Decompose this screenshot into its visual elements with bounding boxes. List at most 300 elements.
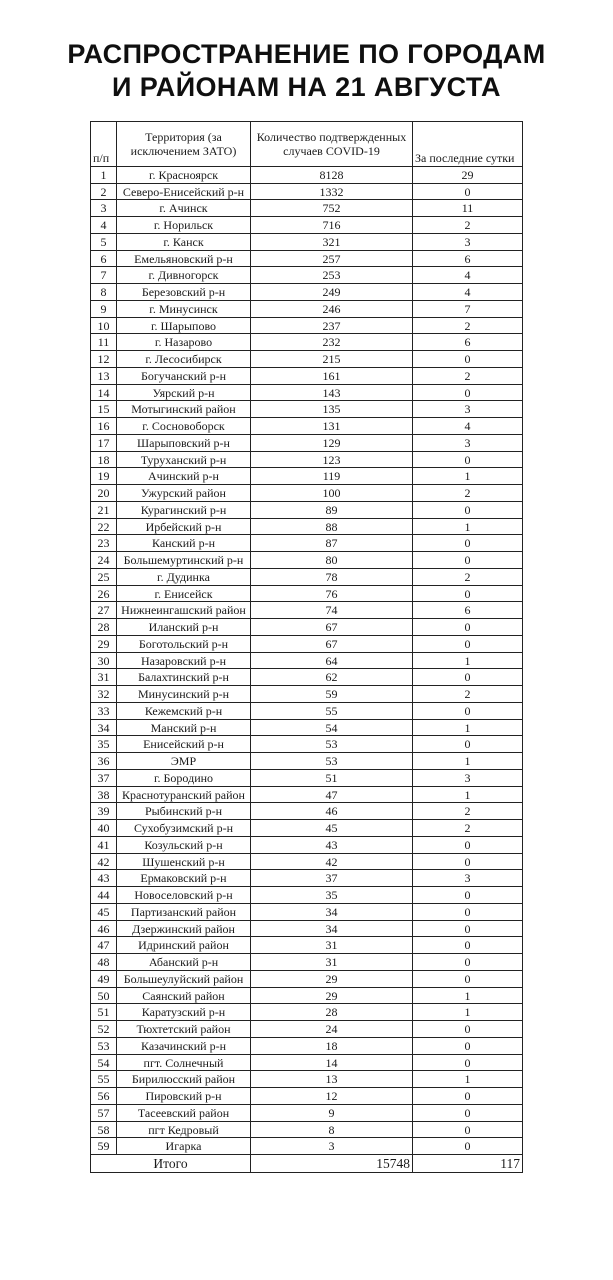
- daily-cell: 2: [413, 820, 523, 837]
- daily-cell: 0: [413, 970, 523, 987]
- cases-cell: 46: [251, 803, 413, 820]
- cases-cell: 8: [251, 1121, 413, 1138]
- cases-cell: 237: [251, 317, 413, 334]
- daily-cell: 0: [413, 619, 523, 636]
- title-line-1: РАСПРОСТРАНЕНИЕ ПО ГОРОДАМ: [67, 39, 546, 69]
- table-row: [91, 652, 523, 669]
- daily-cell: 3: [413, 870, 523, 887]
- header-num: п/п: [91, 121, 117, 166]
- table-row: [91, 300, 523, 317]
- cases-cell: 9: [251, 1104, 413, 1121]
- row-number-cell: 59: [91, 1138, 117, 1155]
- table-row: [91, 937, 523, 954]
- daily-cell: 6: [413, 334, 523, 351]
- row-number-cell: 20: [91, 485, 117, 502]
- cases-cell: 29: [251, 970, 413, 987]
- territory-cell: Енисейский р-н: [117, 736, 251, 753]
- row-number-cell: 34: [91, 719, 117, 736]
- table-row: [91, 903, 523, 920]
- row-number-cell: 26: [91, 585, 117, 602]
- table-row: [91, 166, 523, 183]
- row-number-cell: 31: [91, 669, 117, 686]
- territory-cell: г. Лесосибирск: [117, 351, 251, 368]
- cases-cell: 28: [251, 1004, 413, 1021]
- daily-cell: 2: [413, 568, 523, 585]
- territory-cell: Кежемский р-н: [117, 702, 251, 719]
- table-row: [91, 418, 523, 435]
- row-number-cell: 18: [91, 451, 117, 468]
- cases-cell: 1332: [251, 183, 413, 200]
- table-row: [91, 233, 523, 250]
- daily-cell: 0: [413, 535, 523, 552]
- daily-cell: 0: [413, 635, 523, 652]
- row-number-cell: 36: [91, 753, 117, 770]
- table-row: [91, 401, 523, 418]
- territory-cell: пгт Кедровый: [117, 1121, 251, 1138]
- table-row: [91, 853, 523, 870]
- cases-cell: 100: [251, 485, 413, 502]
- daily-cell: 1: [413, 786, 523, 803]
- row-number-cell: 14: [91, 384, 117, 401]
- territory-cell: Богучанский р-н: [117, 367, 251, 384]
- territory-cell: Каратузский р-н: [117, 1004, 251, 1021]
- row-number-cell: 35: [91, 736, 117, 753]
- daily-cell: 0: [413, 1037, 523, 1054]
- cases-cell: 34: [251, 920, 413, 937]
- cases-cell: 321: [251, 233, 413, 250]
- table-row: [91, 1054, 523, 1071]
- table-row: [91, 736, 523, 753]
- table-row: [91, 753, 523, 770]
- daily-cell: 0: [413, 183, 523, 200]
- cases-cell: 74: [251, 602, 413, 619]
- territory-cell: Канский р-н: [117, 535, 251, 552]
- territory-cell: Тюхтетский район: [117, 1021, 251, 1038]
- cases-cell: 14: [251, 1054, 413, 1071]
- table-row: [91, 1121, 523, 1138]
- daily-cell: 0: [413, 1104, 523, 1121]
- daily-cell: 2: [413, 317, 523, 334]
- cases-cell: 47: [251, 786, 413, 803]
- row-number-cell: 58: [91, 1121, 117, 1138]
- table-row: [91, 769, 523, 786]
- table-row: [91, 836, 523, 853]
- row-number-cell: 3: [91, 200, 117, 217]
- cases-cell: 29: [251, 987, 413, 1004]
- daily-cell: 0: [413, 585, 523, 602]
- cases-cell: 135: [251, 401, 413, 418]
- row-number-cell: 29: [91, 635, 117, 652]
- territory-cell: Ирбейский р-н: [117, 518, 251, 535]
- table-row: [91, 820, 523, 837]
- cases-cell: 3: [251, 1138, 413, 1155]
- territory-cell: Северо-Енисейский р-н: [117, 183, 251, 200]
- daily-cell: 0: [413, 552, 523, 569]
- cases-cell: 8128: [251, 166, 413, 183]
- row-number-cell: 41: [91, 836, 117, 853]
- row-number-cell: 38: [91, 786, 117, 803]
- cases-cell: 37: [251, 870, 413, 887]
- territory-cell: Большеулуйский район: [117, 970, 251, 987]
- territory-cell: Рыбинский р-н: [117, 803, 251, 820]
- daily-cell: 0: [413, 1021, 523, 1038]
- row-number-cell: 53: [91, 1037, 117, 1054]
- daily-cell: 0: [413, 1088, 523, 1105]
- daily-cell: 0: [413, 669, 523, 686]
- row-number-cell: 25: [91, 568, 117, 585]
- table-row: [91, 669, 523, 686]
- table-row: [91, 870, 523, 887]
- daily-cell: 4: [413, 418, 523, 435]
- territory-cell: Дзержинский район: [117, 920, 251, 937]
- cases-cell: 67: [251, 619, 413, 636]
- daily-cell: 0: [413, 351, 523, 368]
- daily-cell: 0: [413, 836, 523, 853]
- row-number-cell: 27: [91, 602, 117, 619]
- table-row: [91, 920, 523, 937]
- territory-cell: Шушенский р-н: [117, 853, 251, 870]
- daily-cell: 0: [413, 954, 523, 971]
- daily-cell: 1: [413, 468, 523, 485]
- cases-cell: 43: [251, 836, 413, 853]
- daily-cell: 3: [413, 434, 523, 451]
- row-number-cell: 45: [91, 903, 117, 920]
- daily-cell: 1: [413, 652, 523, 669]
- daily-cell: 4: [413, 267, 523, 284]
- cases-cell: 253: [251, 267, 413, 284]
- territory-cell: Краснотуранский район: [117, 786, 251, 803]
- row-number-cell: 11: [91, 334, 117, 351]
- territory-cell: Ачинский р-н: [117, 468, 251, 485]
- territory-cell: Партизанский район: [117, 903, 251, 920]
- territory-cell: ЭМР: [117, 753, 251, 770]
- row-number-cell: 23: [91, 535, 117, 552]
- table-row: [91, 602, 523, 619]
- cases-cell: 131: [251, 418, 413, 435]
- territory-cell: Минусинский р-н: [117, 686, 251, 703]
- table-row: [91, 786, 523, 803]
- territory-cell: Назаровский р-н: [117, 652, 251, 669]
- territory-cell: г. Назарово: [117, 334, 251, 351]
- row-number-cell: 4: [91, 217, 117, 234]
- table-row: [91, 987, 523, 1004]
- row-number-cell: 56: [91, 1088, 117, 1105]
- title-line-2: И РАЙОНАМ НА 21 АВГУСТА: [112, 71, 501, 102]
- row-number-cell: 7: [91, 267, 117, 284]
- daily-cell: 0: [413, 853, 523, 870]
- territory-cell: Ермаковский р-н: [117, 870, 251, 887]
- table-row: [91, 970, 523, 987]
- cases-cell: 51: [251, 769, 413, 786]
- row-number-cell: 40: [91, 820, 117, 837]
- row-number-cell: 17: [91, 434, 117, 451]
- row-number-cell: 51: [91, 1004, 117, 1021]
- row-number-cell: 32: [91, 686, 117, 703]
- territory-cell: пгт. Солнечный: [117, 1054, 251, 1071]
- daily-cell: 0: [413, 1054, 523, 1071]
- cases-cell: 249: [251, 284, 413, 301]
- territory-cell: г. Енисейск: [117, 585, 251, 602]
- cases-cell: 257: [251, 250, 413, 267]
- territory-cell: Тасеевский район: [117, 1104, 251, 1121]
- row-number-cell: 47: [91, 937, 117, 954]
- daily-cell: 0: [413, 702, 523, 719]
- table-row: [91, 250, 523, 267]
- territory-cell: Игарка: [117, 1138, 251, 1155]
- cases-cell: 55: [251, 702, 413, 719]
- row-number-cell: 19: [91, 468, 117, 485]
- row-number-cell: 13: [91, 367, 117, 384]
- daily-cell: 7: [413, 300, 523, 317]
- territory-cell: Абанский р-н: [117, 954, 251, 971]
- daily-cell: 2: [413, 367, 523, 384]
- row-number-cell: 55: [91, 1071, 117, 1088]
- daily-cell: 0: [413, 384, 523, 401]
- daily-cell: 0: [413, 501, 523, 518]
- territory-cell: Иланский р-н: [117, 619, 251, 636]
- daily-cell: 2: [413, 686, 523, 703]
- table-row: [91, 351, 523, 368]
- row-number-cell: 43: [91, 870, 117, 887]
- cases-cell: 53: [251, 736, 413, 753]
- table-row: [91, 1037, 523, 1054]
- cases-cell: 42: [251, 853, 413, 870]
- territory-cell: г. Ачинск: [117, 200, 251, 217]
- cases-cell: 123: [251, 451, 413, 468]
- cases-cell: 88: [251, 518, 413, 535]
- cases-cell: 45: [251, 820, 413, 837]
- cases-cell: 54: [251, 719, 413, 736]
- cases-cell: 13: [251, 1071, 413, 1088]
- cases-cell: 89: [251, 501, 413, 518]
- table-body: [91, 166, 523, 1154]
- table-row: [91, 552, 523, 569]
- cases-cell: 62: [251, 669, 413, 686]
- row-number-cell: 15: [91, 401, 117, 418]
- territory-cell: Новоселовский р-н: [117, 887, 251, 904]
- table-row: [91, 1004, 523, 1021]
- table-row: [91, 451, 523, 468]
- territory-cell: Саянский район: [117, 987, 251, 1004]
- cases-cell: 76: [251, 585, 413, 602]
- table-row: [91, 568, 523, 585]
- table-row: [91, 1088, 523, 1105]
- table-row: [91, 535, 523, 552]
- territory-cell: г. Дивногорск: [117, 267, 251, 284]
- row-number-cell: 5: [91, 233, 117, 250]
- table-row: [91, 367, 523, 384]
- territory-cell: Манский р-н: [117, 719, 251, 736]
- daily-cell: 2: [413, 485, 523, 502]
- cases-cell: 129: [251, 434, 413, 451]
- territory-cell: Козульский р-н: [117, 836, 251, 853]
- territory-cell: Курагинский р-н: [117, 501, 251, 518]
- cases-cell: 143: [251, 384, 413, 401]
- daily-cell: 6: [413, 602, 523, 619]
- territory-cell: г. Минусинск: [117, 300, 251, 317]
- header-daily: За последние сутки: [413, 121, 523, 166]
- total-daily-value: 117: [413, 1155, 523, 1173]
- table-row: [91, 635, 523, 652]
- row-number-cell: 2: [91, 183, 117, 200]
- daily-cell: 29: [413, 166, 523, 183]
- cases-cell: 161: [251, 367, 413, 384]
- table-row: [91, 1104, 523, 1121]
- cases-cell: 246: [251, 300, 413, 317]
- cases-cell: 53: [251, 753, 413, 770]
- daily-cell: 1: [413, 753, 523, 770]
- cases-cell: 215: [251, 351, 413, 368]
- row-number-cell: 12: [91, 351, 117, 368]
- daily-cell: 1: [413, 987, 523, 1004]
- cases-cell: 31: [251, 954, 413, 971]
- total-cases-value: 15748: [251, 1155, 413, 1173]
- table-row: [91, 702, 523, 719]
- row-number-cell: 42: [91, 853, 117, 870]
- table-row: [91, 887, 523, 904]
- row-number-cell: 49: [91, 970, 117, 987]
- row-number-cell: 6: [91, 250, 117, 267]
- cases-cell: 119: [251, 468, 413, 485]
- row-number-cell: 39: [91, 803, 117, 820]
- daily-cell: 2: [413, 217, 523, 234]
- table-row: [91, 334, 523, 351]
- table-header-row: [91, 121, 523, 166]
- daily-cell: 2: [413, 803, 523, 820]
- row-number-cell: 1: [91, 166, 117, 183]
- territory-cell: Казачинский р-н: [117, 1037, 251, 1054]
- daily-cell: 0: [413, 920, 523, 937]
- territory-cell: Бирилюсский район: [117, 1071, 251, 1088]
- table-row: [91, 267, 523, 284]
- territory-cell: Пировский р-н: [117, 1088, 251, 1105]
- cases-cell: 34: [251, 903, 413, 920]
- cases-cell: 35: [251, 887, 413, 904]
- table-row: [91, 686, 523, 703]
- table-row: [91, 217, 523, 234]
- territory-cell: Большемуртинский р-н: [117, 552, 251, 569]
- daily-cell: 11: [413, 200, 523, 217]
- table-row: [91, 954, 523, 971]
- daily-cell: 1: [413, 518, 523, 535]
- page-title: [0, 0, 613, 104]
- table-row: [91, 200, 523, 217]
- cases-cell: 78: [251, 568, 413, 585]
- daily-cell: 3: [413, 401, 523, 418]
- daily-cell: 1: [413, 1004, 523, 1021]
- daily-cell: 0: [413, 937, 523, 954]
- row-number-cell: 10: [91, 317, 117, 334]
- row-number-cell: 52: [91, 1021, 117, 1038]
- territory-cell: г. Сосновоборск: [117, 418, 251, 435]
- territory-cell: Боготольский р-н: [117, 635, 251, 652]
- row-number-cell: 30: [91, 652, 117, 669]
- table-row: [91, 518, 523, 535]
- cases-cell: 752: [251, 200, 413, 217]
- territory-cell: Березовский р-н: [117, 284, 251, 301]
- daily-cell: 0: [413, 451, 523, 468]
- row-number-cell: 22: [91, 518, 117, 535]
- territory-cell: г. Канск: [117, 233, 251, 250]
- daily-cell: 0: [413, 1121, 523, 1138]
- cases-cell: 18: [251, 1037, 413, 1054]
- daily-cell: 4: [413, 284, 523, 301]
- territory-cell: Нижнеингашский район: [117, 602, 251, 619]
- territory-cell: Ужурский район: [117, 485, 251, 502]
- table-row: [91, 468, 523, 485]
- row-number-cell: 9: [91, 300, 117, 317]
- daily-cell: 0: [413, 1138, 523, 1155]
- territory-cell: Шарыповский р-н: [117, 434, 251, 451]
- daily-cell: 1: [413, 1071, 523, 1088]
- territory-cell: Уярский р-н: [117, 384, 251, 401]
- row-number-cell: 48: [91, 954, 117, 971]
- table-row: [91, 485, 523, 502]
- territory-cell: г. Красноярск: [117, 166, 251, 183]
- table-row: [91, 284, 523, 301]
- table-row: [91, 1071, 523, 1088]
- daily-cell: 0: [413, 736, 523, 753]
- territory-cell: г. Норильск: [117, 217, 251, 234]
- row-number-cell: 8: [91, 284, 117, 301]
- total-label: Итого: [91, 1155, 251, 1173]
- table-row: [91, 1021, 523, 1038]
- territory-cell: г. Шарыпово: [117, 317, 251, 334]
- cases-cell: 87: [251, 535, 413, 552]
- row-number-cell: 33: [91, 702, 117, 719]
- cases-cell: 64: [251, 652, 413, 669]
- table-row: [91, 1138, 523, 1155]
- territory-cell: Туруханский р-н: [117, 451, 251, 468]
- daily-cell: 3: [413, 233, 523, 250]
- row-number-cell: 16: [91, 418, 117, 435]
- table-row: [91, 183, 523, 200]
- daily-cell: 3: [413, 769, 523, 786]
- cases-cell: 24: [251, 1021, 413, 1038]
- table-row: [91, 434, 523, 451]
- territory-cell: Идринский район: [117, 937, 251, 954]
- table-row: [91, 585, 523, 602]
- daily-cell: 0: [413, 903, 523, 920]
- covid-table: [90, 121, 523, 1173]
- table-row: [91, 719, 523, 736]
- territory-cell: Мотыгинский район: [117, 401, 251, 418]
- header-territory: Территория (за исключением ЗАТО): [117, 121, 251, 166]
- daily-cell: 6: [413, 250, 523, 267]
- row-number-cell: 28: [91, 619, 117, 636]
- territory-cell: г. Дудинка: [117, 568, 251, 585]
- row-number-cell: 24: [91, 552, 117, 569]
- table-row: [91, 803, 523, 820]
- cases-cell: 59: [251, 686, 413, 703]
- row-number-cell: 21: [91, 501, 117, 518]
- table-row: [91, 619, 523, 636]
- row-number-cell: 54: [91, 1054, 117, 1071]
- cases-cell: 80: [251, 552, 413, 569]
- cases-cell: 232: [251, 334, 413, 351]
- cases-cell: 67: [251, 635, 413, 652]
- row-number-cell: 44: [91, 887, 117, 904]
- row-number-cell: 46: [91, 920, 117, 937]
- daily-cell: 1: [413, 719, 523, 736]
- table-row: [91, 501, 523, 518]
- cases-cell: 12: [251, 1088, 413, 1105]
- row-number-cell: 57: [91, 1104, 117, 1121]
- row-number-cell: 37: [91, 769, 117, 786]
- total-row: [91, 1155, 523, 1173]
- territory-cell: Балахтинский р-н: [117, 669, 251, 686]
- table-row: [91, 317, 523, 334]
